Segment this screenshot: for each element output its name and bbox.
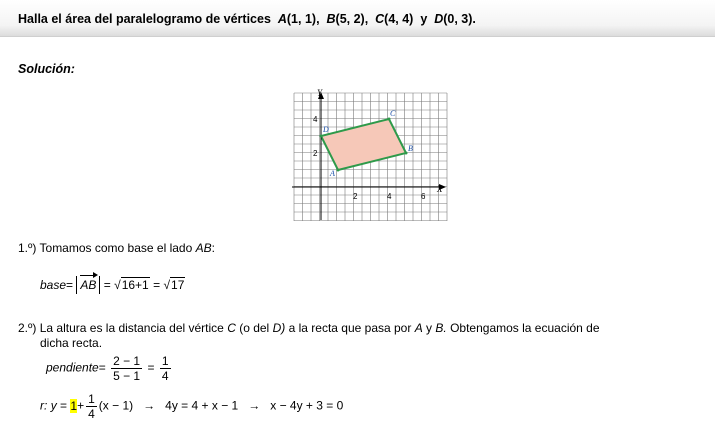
step2-line2: dicha recta. — [40, 336, 103, 350]
step2-text3: a la recta que pasa por — [288, 321, 412, 335]
vector-abs — [76, 276, 100, 294]
line-equation — [40, 392, 343, 421]
step2-a: A — [414, 321, 423, 335]
x-tick-6: 6 — [421, 192, 426, 201]
sqrt-16-1: √16+1 — [114, 278, 149, 292]
step2-text4: y — [426, 321, 433, 335]
step2-b: B. — [435, 321, 447, 335]
step2-text1: La altura es la distancia del vértice — [39, 321, 224, 335]
parallelogram-shape — [321, 119, 406, 170]
vertex-d-point — [320, 135, 323, 138]
vertex-d-label: D — [434, 12, 444, 26]
step2-line1 — [18, 321, 600, 335]
step1-side: AB — [195, 241, 212, 255]
vertex-d-graph-label: D — [323, 125, 329, 134]
y-tick-4: 4 — [313, 115, 318, 124]
slope-eq1: = — [98, 360, 106, 375]
base-label: base — [40, 278, 67, 292]
problem-prefix: Halla el área del paralelogramo de vértices — [18, 12, 271, 26]
slope-num1: 2 − 1 — [113, 354, 141, 368]
arrow-1: → — [143, 398, 156, 413]
x-axis-label: X — [437, 184, 443, 194]
solution-label: Solución: — [18, 62, 75, 76]
sqrt-17: √17 — [163, 278, 185, 292]
line-step-a: 4y = 4 + x − 1 — [165, 398, 239, 413]
vertex-c-graph-label: C — [390, 109, 396, 118]
y-axis-label: Y — [317, 88, 323, 98]
x-tick-2: 2 — [353, 192, 358, 201]
vertex-b-coords: (5, 2), — [335, 12, 369, 26]
slope-equation — [46, 354, 173, 383]
vertex-a-point — [337, 169, 340, 172]
vector-ab: AB — [80, 278, 97, 292]
line-plus: + — [77, 398, 85, 413]
slope-fraction-1 — [111, 354, 142, 383]
problem-statement — [18, 12, 476, 26]
radicand-17: 17 — [171, 278, 185, 292]
line-num: 1 — [88, 392, 95, 406]
vertex-b-label: B — [326, 12, 336, 26]
slope-den2: 4 — [161, 369, 169, 383]
slope-label: pendiente — [46, 360, 99, 375]
base-equation — [40, 276, 185, 294]
radicand-16-1: 16+1 — [121, 278, 149, 292]
line-factor: (x − 1) — [98, 398, 134, 413]
arrow-2: → — [248, 398, 261, 413]
base-eq1: = — [66, 278, 74, 292]
step1-number: 1.º) — [18, 241, 37, 255]
slope-den1: 5 − 1 — [113, 369, 141, 383]
line-den: 4 — [88, 407, 95, 421]
vertex-c-label: C — [375, 12, 385, 26]
step1-colon: : — [211, 241, 215, 255]
vertex-c-coords: (4, 4) — [384, 12, 414, 26]
line-fraction — [86, 392, 97, 421]
vertex-a-graph-label: A — [330, 169, 335, 178]
slope-eq2: = — [147, 360, 155, 375]
parallelogram-graph — [292, 88, 452, 223]
step1-line — [18, 241, 215, 255]
line-y: y — [50, 398, 57, 413]
base-eq2: = — [103, 278, 111, 292]
step2-text2: (o del — [239, 321, 270, 335]
line-label: r: — [40, 398, 48, 413]
step2-text5: Obtengamos la ecuación de — [450, 321, 600, 335]
base-eq3: = — [153, 278, 161, 292]
vertex-a-coords: (1, 1), — [286, 12, 320, 26]
line-eq: = — [60, 398, 68, 413]
slope-num2: 1 — [161, 354, 169, 368]
slope-fraction-2 — [160, 354, 171, 383]
line-step-b: x − 4y + 3 = 0 — [270, 398, 344, 413]
vertex-d-coords: (0, 3). — [443, 12, 476, 26]
vertex-a-label: A — [277, 12, 287, 26]
y-tick-2: 2 — [313, 149, 318, 158]
conjunction: y — [420, 12, 428, 26]
step2-d: D) — [272, 321, 286, 335]
step2-number: 2.º) — [18, 321, 37, 335]
step1-text: Tomamos como base el lado — [39, 241, 193, 255]
step2-c: C — [227, 321, 236, 335]
x-tick-4: 4 — [387, 192, 392, 201]
highlighted-one: 1 — [70, 398, 78, 413]
vertex-b-graph-label: B — [408, 144, 413, 153]
